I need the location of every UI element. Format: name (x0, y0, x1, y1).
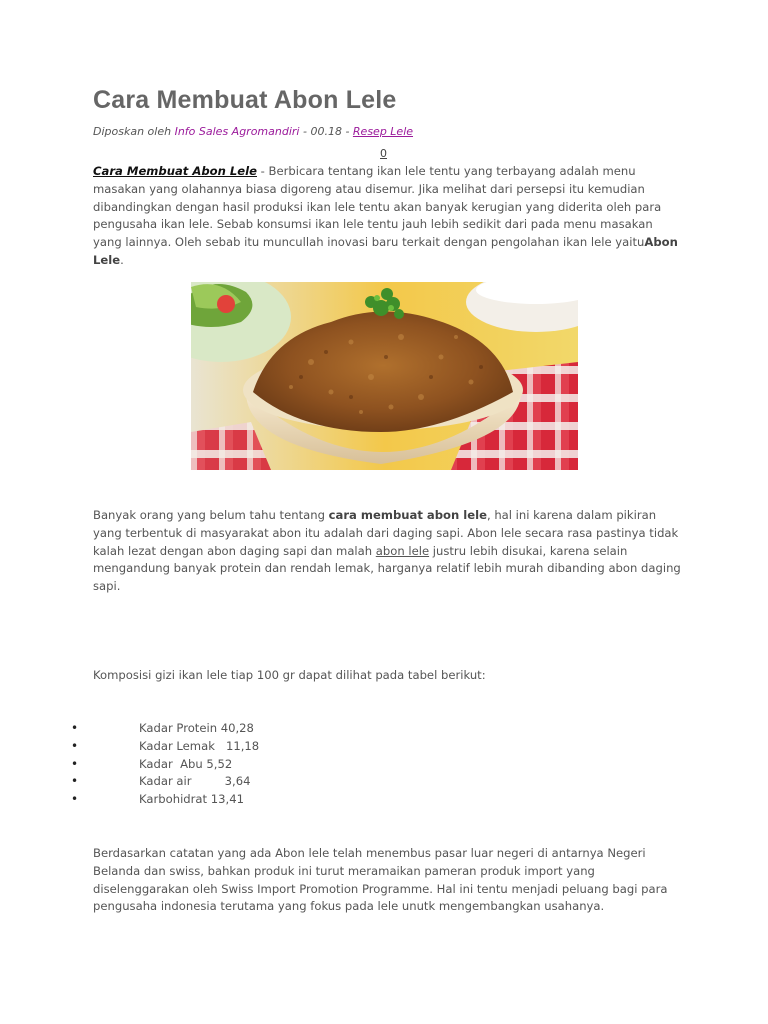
abon-lele-photo (191, 282, 578, 470)
paragraph-belum-tahu (93, 507, 683, 596)
bullet-icon: • (71, 738, 79, 753)
intro-body: - Berbicara tentang ikan lele tentu yang terbayang adalah menu masakan yang olahannya biasa digoreng atau disemur. Jika melihat dari persepsi itu kemudian dibandingkan dengan hasil produksi ikan lele tentu akan banyak kerugian yang diderita oleh para pengusaha ikan lele. Sebab konsumsi ikan lele tentu jauh lebih sedikit dari pada menu masakan yang lainnya. Oleh sebab itu muncullah inovasi baru terkait dengan pengolahan ikan lele yaitu (93, 164, 662, 250)
bullet-icon: • (71, 721, 79, 735)
comments-count-link[interactable]: 0 (380, 147, 387, 160)
post-title: Cara Membuat Abon Lele (93, 86, 397, 114)
author-link[interactable]: Info Sales Agromandiri (174, 125, 300, 138)
paragraph-intro (93, 163, 683, 270)
gizi-item-text: Kadar Protein 40,28 (139, 721, 254, 735)
p2-start: Banyak orang yang belum tahu tentang (93, 508, 329, 522)
paragraph-pasar-luar-negeri: Berdasarkan catatan yang ada Abon lele telah menembus pasar luar negeri di antarnya Negeri Belanda dan swiss, bahkan produk ini turut meramaikan pameran produk import yang diselenggarakan oleh Swiss Import Promotion Programme. Hal ini tentu menjadi peluang bagi para pengusaha indonesia terutama yang fokus pada lele unutk mengembangkan usahanya. (93, 846, 668, 914)
list-item (71, 756, 393, 774)
gizi-item-text: Kadar air 3,64 (139, 774, 251, 789)
gizi-item-text: Karbohidrat 13,41 (139, 792, 244, 807)
list-item (71, 720, 393, 738)
p2-end: justru lebih disukai, karena selain mengandung banyak protein dan rendah lemak, harganya relatif lebih murah dibanding abon daging sapi. (93, 543, 681, 594)
list-item (71, 738, 393, 756)
post-meta (93, 125, 413, 138)
bullet-icon: • (71, 774, 79, 789)
paragraph-komposisi: Komposisi gizi ikan lele tiap 100 gr dapat dilihat pada tabel berikut: (93, 668, 486, 682)
p2-strong: cara membuat abon lele (328, 508, 487, 522)
intro-lead-link[interactable]: Cara Membuat Abon Lele (93, 164, 257, 178)
intro-strong: Abon Lele (93, 235, 678, 267)
posted-by-label: Diposkan oleh (93, 125, 172, 138)
intro-end: . (120, 252, 124, 267)
p2-mid: , hal ini karena dalam pikiran yang terbentuk di masyarakat abon itu adalah dari daging sapi. Abon lele secara rasa pastinya tidak kalah lezat dengan abon daging sapi dan malah (93, 508, 679, 558)
gizi-item-text: Kadar Abu 5,52 (139, 756, 233, 771)
gizi-list (71, 720, 393, 809)
list-item (71, 791, 393, 809)
post-time: - 00.18 - (302, 125, 353, 138)
bullet-icon: • (71, 792, 79, 807)
label-link[interactable]: Resep Lele (352, 125, 414, 138)
list-item (71, 773, 393, 791)
gizi-item-text: Kadar Lemak 11,18 (139, 738, 260, 753)
bullet-icon: • (71, 756, 79, 771)
abon-lele-link[interactable]: abon lele (375, 543, 430, 558)
